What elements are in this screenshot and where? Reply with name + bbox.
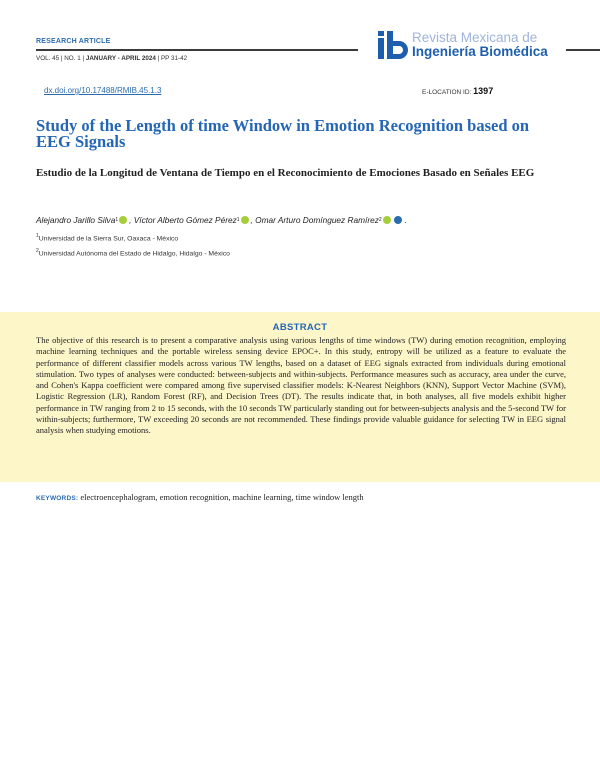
affiliation-1	[36, 233, 178, 242]
author-separator: .	[404, 215, 407, 225]
author-separator: ,	[250, 215, 253, 225]
affiliation-text: Universidad Autónoma del Estado de Hidalgo, Hidalgo - México	[38, 250, 230, 258]
email-icon[interactable]	[394, 216, 402, 224]
doi-link[interactable]: dx.doi.org/10.17488/RMIB.45.1.3	[44, 86, 162, 95]
author-separator: ,	[129, 215, 132, 225]
keywords	[36, 492, 364, 502]
keywords-text: electroencephalogram, emotion recognition, machine learning, time window length	[80, 492, 364, 502]
orcid-icon[interactable]	[119, 216, 127, 224]
author-affil-ref: 2	[378, 217, 382, 223]
article-subtitle: Estudio de la Longitud de Ventana de Tiempo en el Reconocimiento de Emociones Basado en Señales EEG	[36, 167, 535, 179]
volume: VOL. 45	[36, 55, 60, 62]
keywords-label: KEYWORDS:	[36, 495, 79, 502]
author-name[interactable]: Omar Arturo Domínguez Ramírez	[255, 215, 379, 225]
issue-period: JANUARY - APRIL 2024	[85, 55, 156, 62]
orcid-icon[interactable]	[241, 216, 249, 224]
affiliation-number: 2	[36, 248, 39, 254]
journal-name-line2: Ingeniería Biomédica	[412, 44, 548, 59]
article-title: Study of the Length of time Window in Emotion Recognition based on EEG Signals	[36, 116, 530, 151]
affiliation-2	[36, 248, 230, 257]
issue-info: VOL. 45 | NO. 1 | JANUARY - APRIL 2024 | PP 31-42	[36, 55, 188, 62]
article-type-label: RESEARCH ARTICLE	[36, 38, 111, 45]
issue-number: NO. 1	[64, 55, 81, 62]
header-rule-left	[36, 49, 358, 51]
journal-name-line1: Revista Mexicana de	[412, 30, 538, 45]
affiliation-text: Universidad de la Sierra Sur, Oaxaca - México	[38, 235, 179, 243]
logo-mark-text	[410, 28, 411, 29]
affiliation-number: 1	[36, 233, 39, 239]
e-location-value: 1397	[473, 86, 494, 96]
e-location-id	[422, 86, 493, 96]
abstract-heading: ABSTRACT	[272, 322, 328, 333]
orcid-icon[interactable]	[383, 216, 391, 224]
abstract-text: The objective of this research is to present a comparative analysis using various lengths of time windows (TW) during emotion recognition, employing machine learning techniques and the portable wireless sensing device EPOC+. In this study, entropy will be utilized as a feature to evaluate the performance of different classifier models across various TW lengths, based on a dataset of EEG signals extracted from individuals during emotional stimulation. Two types of analyses were conducted: between-subjects and within-subjects. Performance measures such as accuracy, area under the curve, and Cohen's Kappa coefficient were compared among five supervised classifier models: K-Nearest Neighbors (KNN), Support Vector Machine (SVM), Logistic Regression (LR), Random Forest (RF), and Decision Trees (DT). The results indicate that, in both analyses, all five models exhibit higher performance in TW ranging from 2 to 15 seconds, with the 10 seconds TW particularly standing out for between-subjects analysis and the 5-second TW for within-subjects; furthermore, TW exceeding 20 seconds are not recommended. These findings provide valuable guidance for selecting TW in EEG signal analysis when studying emotions.	[36, 335, 566, 436]
author-affil-ref: 1	[115, 217, 119, 223]
journal-logo[interactable]	[376, 28, 548, 62]
header-rule-right	[566, 49, 600, 51]
author-list	[36, 215, 407, 225]
page-range: PP 31-42	[160, 55, 188, 62]
author-name[interactable]: Víctor Alberto Gómez Pérez	[133, 215, 237, 225]
ib-logo-icon	[376, 28, 410, 62]
e-location-label: E-LOCATION ID:	[422, 89, 472, 96]
author-name[interactable]: Alejandro Jarillo Silva	[36, 215, 116, 225]
author-affil-ref: 1	[236, 217, 240, 223]
